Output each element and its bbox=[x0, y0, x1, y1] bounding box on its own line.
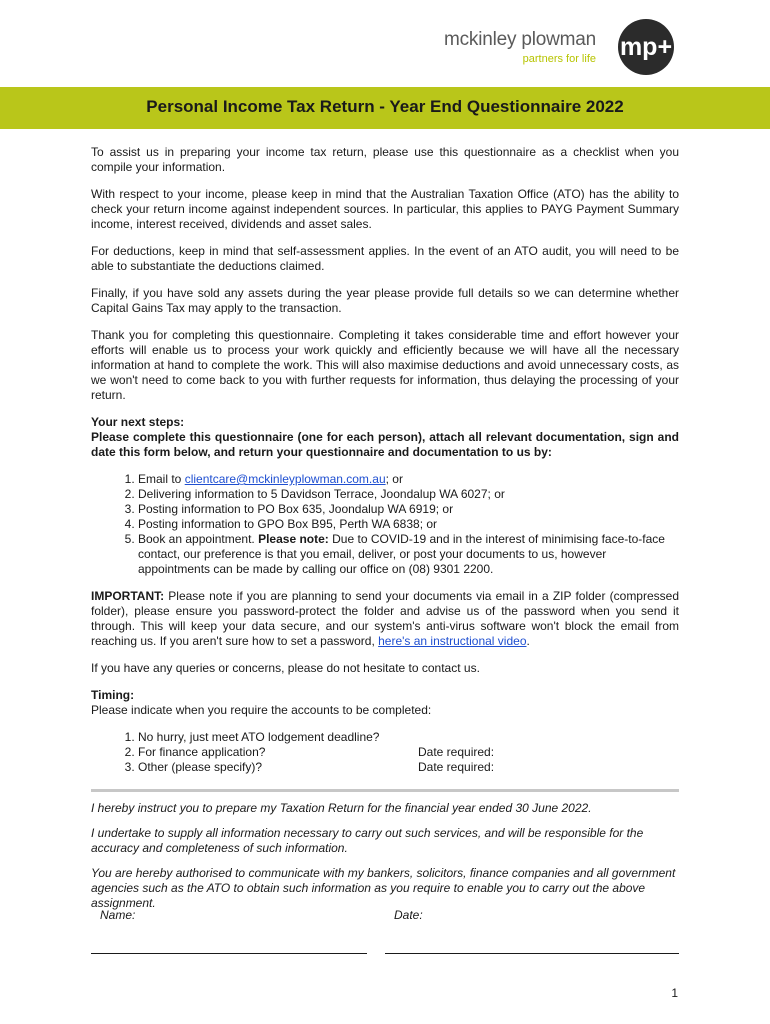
intro-paragraph-5: Thank you for completing this questionnaire. Completing it takes considerable time and effort however your efforts will enable us to process your work quickly and efficiently because we will have all the necessary information at hand to complete the work. This will also maximise deductions and avoid unnecessary costs, as we won't need to come back to you with further requests for information, thus delaying the processing of your return. bbox=[91, 328, 679, 402]
date-required-label: Date required: bbox=[418, 760, 495, 774]
timing-instruction: Please indicate when you require the accounts to be completed: bbox=[91, 703, 432, 717]
return-methods-list bbox=[91, 472, 679, 577]
list-item: 1. Email to clientcare@mckinleyplowman.com.au; or bbox=[138, 472, 679, 487]
next-steps-heading: Your next steps: bbox=[91, 415, 185, 429]
timing-heading: Timing: bbox=[91, 688, 135, 702]
timing-option-2: 2. For finance application? Date required: bbox=[138, 745, 679, 760]
date-required-label: Date required: bbox=[418, 745, 495, 759]
logo-tagline: partners for life bbox=[522, 53, 596, 65]
list-item: 2. Delivering information to 5 Davidson Terrace, Joondalup WA 6027; or bbox=[138, 487, 679, 502]
list-item: 3. Posting information to PO Box 635, Joondalup WA 6919; or bbox=[138, 502, 679, 517]
main-content bbox=[91, 145, 679, 775]
timing-options-list bbox=[91, 730, 679, 775]
intro-paragraph-1: To assist us in preparing your income tax return, please use this questionnaire as a checklist when you compile your information. bbox=[91, 145, 679, 174]
date-signature-line[interactable] bbox=[385, 953, 679, 954]
logo-name: mckinley plowman bbox=[443, 29, 596, 50]
intro-paragraph-4: Finally, if you have sold any assets during the year please provide full details so we can determine whether Capital Gains Tax may apply to the transaction. bbox=[91, 286, 679, 315]
timing-option-3: 3. Other (please specify)? Date required: bbox=[138, 760, 679, 775]
please-note-label: Please note: bbox=[258, 532, 329, 546]
declaration-paragraph-3: You are hereby authorised to communicate with my bankers, solicitors, finance companies and all government agencies such as the ATO to obtain such information as you require to enable you to carry out the above assignment. bbox=[91, 866, 676, 910]
instructional-video-link[interactable]: here's an instructional video bbox=[378, 634, 527, 648]
declaration-paragraph-1: I hereby instruct you to prepare my Taxation Return for the financial year ended 30 June 2022. bbox=[91, 801, 592, 815]
declaration-section bbox=[91, 801, 679, 921]
next-steps-instruction: Please complete this questionnaire (one for each person), attach all relevant documentation, sign and date this form below, and return your questionnaire and documentation to us by: bbox=[91, 430, 679, 459]
intro-paragraph-2: With respect to your income, please keep in mind that the Australian Taxation Office (ATO) has the ability to check your return income against independent sources. In particular, this applies to PAYG Payment Summary income, interest received, dividends and asset sales. bbox=[91, 187, 679, 231]
section-divider bbox=[91, 789, 679, 792]
name-label: Name: bbox=[100, 908, 136, 922]
company-logo bbox=[443, 17, 674, 77]
important-label: IMPORTANT: bbox=[91, 589, 165, 603]
date-label: Date: bbox=[394, 908, 423, 922]
name-signature-line[interactable] bbox=[91, 953, 367, 954]
important-paragraph: IMPORTANT: Please note if you are planning to send your documents via email in a ZIP folder (compressed folder), please ensure you password-protect the folder and advise us of the password when you send it through. This will keep your data secure, and our system's anti-virus software won't block the email from reaching us. If you aren't sure how to set a password, here's an instructional video. bbox=[91, 589, 679, 648]
logo-mark: mp+ bbox=[618, 19, 674, 75]
intro-paragraph-3: For deductions, keep in mind that self-assessment applies. In the event of an ATO audit, you will need to be able to substantiate the deductions claimed. bbox=[91, 244, 679, 273]
email-link[interactable]: clientcare@mckinleyplowman.com.au bbox=[184, 472, 386, 486]
list-item: 5. Book an appointment. Please note: Due to COVID-19 and in the interest of minimising face-to-face contact, our preference is that you email, deliver, or post your documents to us, however appointments can be made by calling our office on (08) 9301 2200. bbox=[138, 532, 679, 577]
queries-paragraph: If you have any queries or concerns, please do not hesitate to contact us. bbox=[91, 661, 480, 675]
timing-option-1: 1. No hurry, just meet ATO lodgement deadline? bbox=[138, 730, 679, 745]
declaration-paragraph-2: I undertake to supply all information necessary to carry out such services, and will be responsible for the accuracy and completeness of such information. bbox=[91, 826, 644, 855]
page-number: 1 bbox=[671, 986, 678, 1000]
page-title: Personal Income Tax Return - Year End Questionnaire 2022 bbox=[146, 97, 624, 116]
list-item: 4. Posting information to GPO Box B95, Perth WA 6838; or bbox=[138, 517, 679, 532]
